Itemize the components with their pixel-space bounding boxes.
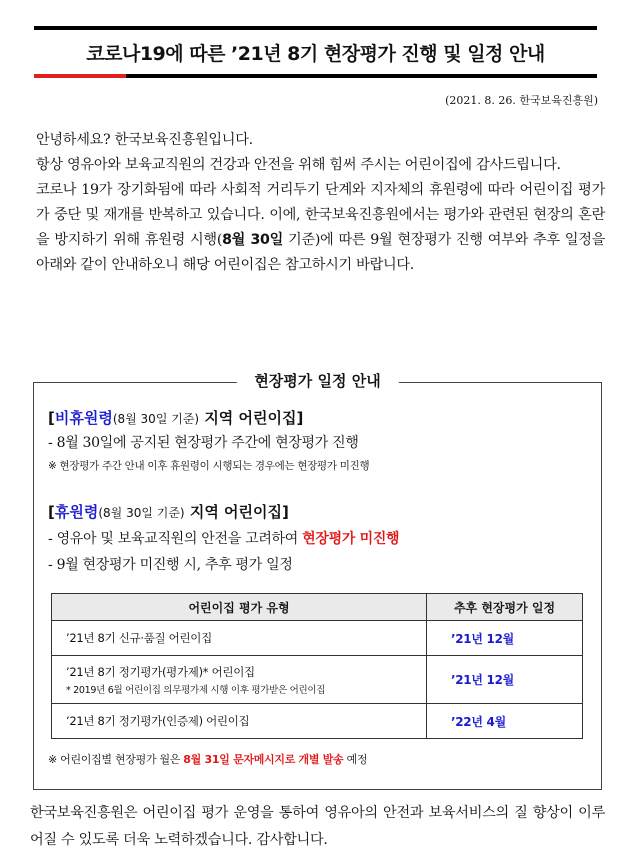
foot-part-a: ※ 어린이집별 현장평가 월은	[48, 753, 184, 766]
issue-date: (2021. 8. 26. 한국보육진흥원)	[445, 94, 598, 107]
intro-body	[30, 128, 605, 278]
table-row	[52, 704, 583, 739]
schedule-box-title: 현장평가 일정 안내	[236, 370, 398, 391]
section-closure	[48, 501, 588, 574]
table-header-row	[52, 594, 583, 621]
non-closure-line: - 8월 30일에 공지된 현장평가 주간에 현장평가 진행	[48, 435, 359, 451]
table-header-type: 어린이집 평가 유형	[52, 594, 427, 621]
page-title: 코로나19에 따른 ’21년 8기 현장평가 진행 및 일정 안내	[86, 43, 545, 65]
closure-note: (8월 30일 기준)	[98, 506, 185, 520]
p3-part-c: 기준)에 따른 9월 현장평가 진행 여부와 추후 일정을 아래와 같이 안내하오니 해당 어린이집은 참고하시기 바랍니다.	[36, 232, 606, 273]
row-type	[52, 656, 427, 704]
intro-paragraph-3	[30, 178, 605, 278]
schedule-footnote	[48, 751, 367, 767]
title-rule-bottom	[34, 74, 597, 78]
row-type-sub: * 2019년 6월 어린이집 의무평가제 시행 이후 평가받은 어린이집	[66, 684, 326, 696]
bracket-open: [	[48, 409, 55, 427]
closure-tag: 휴원령	[54, 503, 99, 521]
foot-part-c: 예정	[343, 753, 368, 766]
schedule-table	[51, 593, 583, 739]
closure-rest: 지역 어린이집]	[184, 503, 289, 521]
bracket-open: [	[48, 503, 55, 521]
closure-line-1	[48, 528, 588, 548]
table-header-schedule: 추후 현장평가 일정	[427, 594, 583, 621]
closure-highlight: 현장평가 미진행	[302, 531, 400, 547]
title-block	[34, 26, 597, 78]
table-row	[52, 656, 583, 704]
closure-line-1a: - 영유아 및 보육교직원의 안전을 고려하여	[48, 531, 303, 547]
closure-line-2: - 9월 현장평가 미진행 시, 추후 평가 일정	[48, 557, 293, 573]
section-non-closure	[48, 407, 588, 473]
closing-paragraph: 한국보육진흥원은 어린이집 평가 운영을 통하여 영유아의 안전과 보육서비스의 질 향상이 이루어질 수 있도록 더욱 노력하겠습니다. 감사합니다.	[30, 805, 605, 848]
intro-paragraph-1: 안녕하세요? 한국보육진흥원입니다.	[36, 132, 253, 148]
title-rule-accent	[34, 74, 126, 78]
intro-paragraph-2: 항상 영유아와 보육교직원의 건강과 안전을 위해 힘써 주시는 어린이집에 감사드립니다.	[36, 157, 561, 173]
row-schedule: ’21년 12월	[427, 656, 583, 704]
row-type-main: ’21년 8기 정기평가(평가제)* 어린이집	[66, 664, 255, 679]
table-row	[52, 621, 583, 656]
non-closure-note: (8월 30일 기준)	[112, 412, 200, 426]
section-non-closure-heading	[48, 407, 588, 428]
non-closure-rest: 지역 어린이집]	[199, 409, 304, 427]
row-type: ’21년 8기 신규·품질 어린이집	[52, 621, 427, 656]
foot-highlight: 8월 31일 문자메시지로 개별 발송	[183, 753, 344, 766]
section-closure-heading	[48, 501, 588, 522]
non-closure-note-small: ※ 현장평가 주간 안내 이후 휴원령이 시행되는 경우에는 현장평가 미진행	[48, 460, 370, 472]
schedule-box	[33, 372, 602, 790]
p3-part-a: 코로나 19가 장기화됨에 따라 사회적 거리두기 단계와 지자체의 휴원령에 따라 어린이집 평가가 중단 및 재개를 반복하고 있습니다. 이에, 한국보육진흥원에서는 평가와 관련된 현장의 혼란을 방지하기 위해 휴원령 시행(	[36, 182, 605, 248]
row-type: ’21년 8기 정기평가(인증제) 어린이집	[52, 704, 427, 739]
row-schedule: ’21년 12월	[427, 621, 583, 656]
non-closure-tag: 비휴원령	[54, 409, 113, 427]
p3-date: 8월 30일	[222, 232, 284, 248]
row-schedule: ’22년 4월	[427, 704, 583, 739]
